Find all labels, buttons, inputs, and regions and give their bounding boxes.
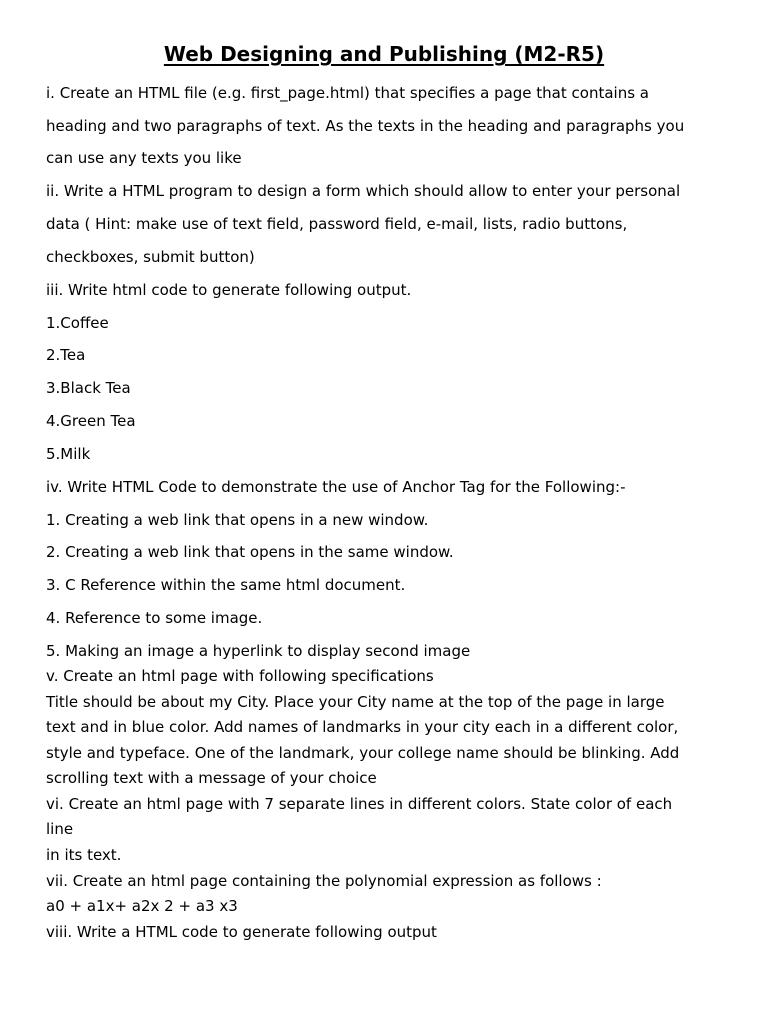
text-line: line xyxy=(46,820,74,838)
list-item: 5.Milk xyxy=(46,445,91,463)
text-line: can use any texts you like xyxy=(46,149,242,167)
text-line: ii. Write a HTML program to design a form which should allow to enter your personal xyxy=(46,182,681,200)
text-line: v. Create an html page with following specifications xyxy=(46,667,434,685)
polynomial-expression: a0 + a1x+ a2x 2 + a3 x3 xyxy=(46,897,238,915)
list-item: 3. C Reference within the same html document. xyxy=(46,576,406,594)
text-line: iii. Write html code to generate following output. xyxy=(46,281,412,299)
text-line: i. Create an HTML file (e.g. first_page.html) that specifies a page that contains a xyxy=(46,84,649,102)
text-line: vi. Create an html page with 7 separate lines in different colors. State color of each xyxy=(46,795,673,813)
document-title: Web Designing and Publishing (M2-R5) xyxy=(163,42,605,66)
text-line: checkboxes, submit button) xyxy=(46,248,255,266)
list-item: 2.Tea xyxy=(46,346,86,364)
text-line: in its text. xyxy=(46,846,122,864)
text-line: vii. Create an html page containing the polynomial expression as follows : xyxy=(46,872,602,890)
list-item: 4. Reference to some image. xyxy=(46,609,263,627)
text-line: heading and two paragraphs of text. As the texts in the heading and paragraphs you xyxy=(46,117,685,135)
list-item: 1.Coffee xyxy=(46,314,109,332)
list-item: 2. Creating a web link that opens in the same window. xyxy=(46,543,454,561)
text-line: scrolling text with a message of your choice xyxy=(46,769,377,787)
text-line: viii. Write a HTML code to generate following output xyxy=(46,923,437,941)
list-item: 4.Green Tea xyxy=(46,412,136,430)
text-line: data ( Hint: make use of text field, password field, e-mail, lists, radio buttons, xyxy=(46,215,628,233)
text-line: Title should be about my City. Place your City name at the top of the page in large xyxy=(46,693,665,711)
text-line: style and typeface. One of the landmark, your college name should be blinking. Add xyxy=(46,744,680,762)
list-item: 3.Black Tea xyxy=(46,379,131,397)
text-line: iv. Write HTML Code to demonstrate the use of Anchor Tag for the Following:- xyxy=(46,478,626,496)
text-line: text and in blue color. Add names of landmarks in your city each in a different color, xyxy=(46,718,679,736)
list-item: 1. Creating a web link that opens in a new window. xyxy=(46,511,429,529)
list-item: 5. Making an image a hyperlink to display second image xyxy=(46,642,471,660)
